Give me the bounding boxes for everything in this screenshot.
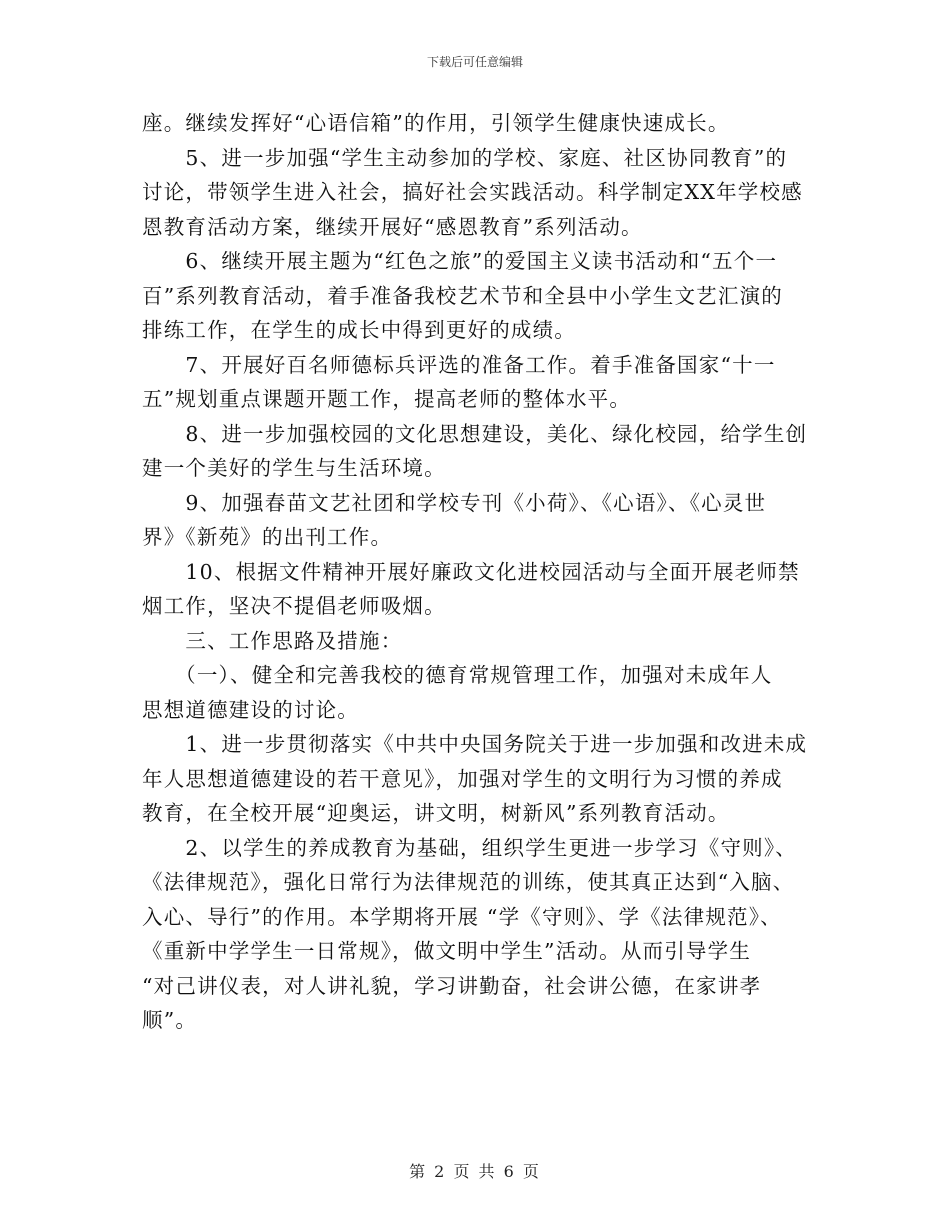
text-line: 顺”。 bbox=[142, 1008, 198, 1032]
text-line: （一）、健全和完善我校的德育常规管理工作，加强对未成年人 bbox=[142, 663, 773, 687]
text-line: 烟工作，坚决不提倡老师吸烟。 bbox=[142, 594, 446, 618]
text-line: 《重新中学学生一日常规》，做文明中学生”活动。从而引导学生 bbox=[142, 939, 752, 963]
text-line: 2、以学生的养成教育为基础，组织学生更进一步学习《守则》、 bbox=[142, 835, 797, 860]
text-line: 8、进一步加强校园的文化思想建设，美化、绿化校园，给学生创 bbox=[142, 421, 808, 446]
text-line: 三、工作思路及措施： bbox=[142, 628, 403, 653]
text-line: 《法律规范》，强化日常行为法律规范的训练，使其真正达到“入脑、 bbox=[142, 870, 795, 894]
text-line: 教育，在全校开展“迎奥运，讲文明，树新风”系列教育活动。 bbox=[142, 801, 730, 825]
text-line: “对己讲仪表，对人讲礼貌，学习讲勤奋，社会讲公德，在家讲孝 bbox=[142, 973, 762, 998]
text-line: 百”系列教育活动，着手准备我校艺术节和全县中小学生文艺汇演的 bbox=[142, 283, 783, 308]
text-line: 年人思想道德建设的若干意见》，加强对学生的文明行为习惯的养成 bbox=[142, 766, 783, 791]
text-line: 6、继续开展主题为“红色之旅”的爱国主义读书活动和“五个一 bbox=[142, 249, 778, 273]
text-line: 7、开展好百名师德标兵评选的准备工作。着手准备国家“十一 bbox=[142, 352, 776, 377]
text-line: 座。继续发挥好“心语信箱”的作用，引领学生健康快速成长。 bbox=[142, 111, 730, 135]
document-body bbox=[142, 106, 812, 1038]
text-line: 排练工作，在学生的成长中得到更好的成绩。 bbox=[142, 318, 576, 342]
text-line: 思想道德建设的讨论。 bbox=[142, 697, 359, 722]
text-line: 1、进一步贯彻落实《中共中央国务院关于进一步加强和改进未成 bbox=[142, 732, 808, 756]
text-line: 五”规划重点课题开题工作，提高老师的整体水平。 bbox=[142, 387, 632, 411]
text-line: 界》《新苑》的出刊工作。 bbox=[142, 525, 393, 549]
text-line: 恩教育活动方案，继续开展好“感恩教育”系列活动。 bbox=[142, 214, 643, 239]
text-line: 5、进一步加强“学生主动参加的学校、家庭、社区协同教育”的 bbox=[142, 145, 788, 170]
page-number-footer: 第 2 页 共 6 页 bbox=[409, 1162, 541, 1181]
text-line: 讨论，带领学生进入社会，搞好社会实践活动。科学制定XX年学校感 bbox=[142, 180, 803, 204]
text-line: 入心、导行”的作用。本学期将开展 “学《守则》、学《法律规范》、 bbox=[142, 904, 782, 929]
text-line: 建一个美好的学生与生活环境。 bbox=[142, 456, 446, 480]
text-line: 10、根据文件精神开展好廉政文化进校园活动与全面开展老师禁 bbox=[142, 559, 800, 584]
text-line: 9、加强春苗文艺社团和学校专刊《小荷》、《心语》、《心灵世 bbox=[142, 490, 767, 515]
page-header: 下载后可任意编辑 bbox=[426, 55, 523, 69]
